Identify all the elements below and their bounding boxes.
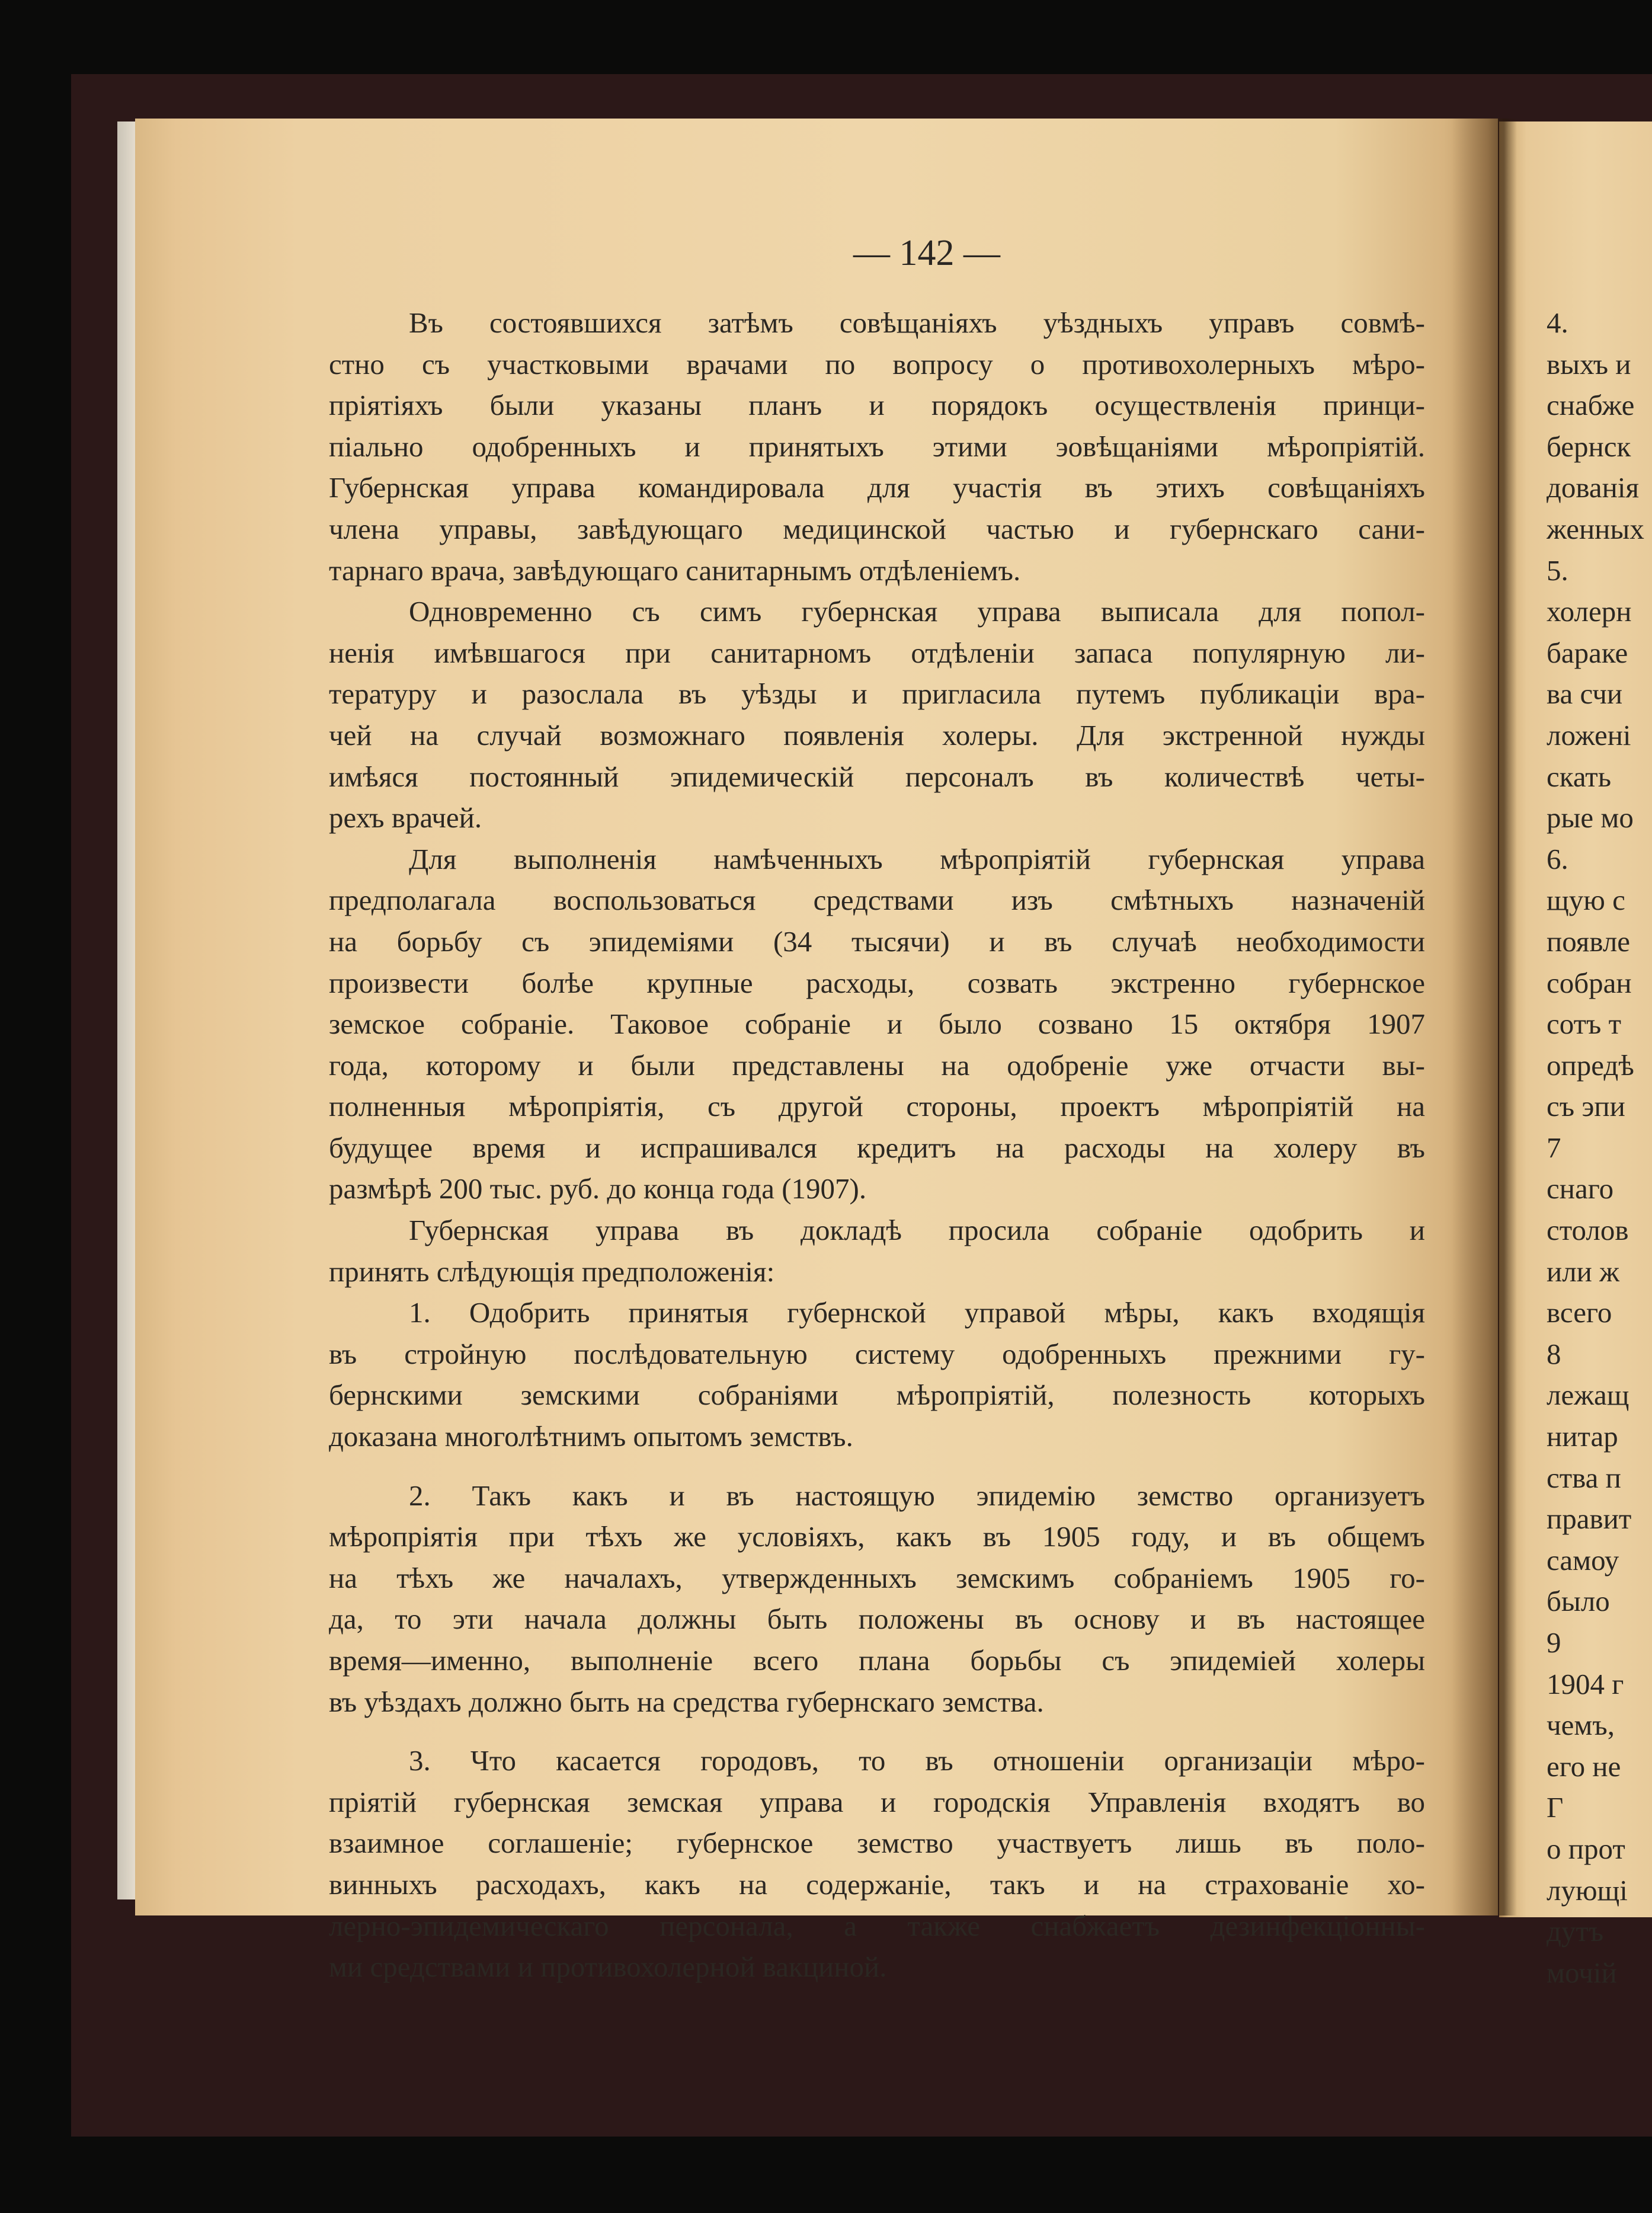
fragment-line: съ эпи <box>1547 1090 1625 1123</box>
text-line: принять слѣдующія предположенія: <box>329 1255 775 1288</box>
fragment-line: или ж <box>1547 1255 1620 1288</box>
text-line: 1. Одобрить принятыя губернской управой мѣры, какъ входящія <box>409 1296 1425 1329</box>
text-line: винныхъ расходахъ, какъ на содержаніе, такъ и на страхованіе хо- <box>329 1867 1425 1901</box>
fragment-line: его не <box>1547 1750 1621 1783</box>
fragment-line: бернск <box>1547 430 1631 463</box>
fragment-line: женных <box>1547 512 1644 545</box>
fragment-line: 6. <box>1547 842 1568 875</box>
text-line: время—именно, выполненіе всего плана борьбы съ эпидеміей холеры <box>329 1644 1425 1677</box>
fragment-line: Г <box>1547 1791 1564 1824</box>
fragment-line: появле <box>1547 925 1631 958</box>
text-line: размѣрѣ 200 тыс. руб. до конца года (1907). <box>329 1172 867 1205</box>
text-line: будущее время и испрашивался кредитъ на расходы на холеру въ <box>329 1131 1425 1164</box>
fragment-line: 4. <box>1547 306 1568 339</box>
paragraph <box>329 302 1425 591</box>
text-line: въ уѣздахъ должно быть на средства губернскаго земства. <box>329 1685 1044 1718</box>
text-line: мѣропріятія при тѣхъ же условіяхъ, какъ въ 1905 году, и въ общемъ <box>329 1520 1425 1553</box>
paragraph <box>329 1292 1425 1457</box>
right-page-text-fragments <box>1547 302 1647 1993</box>
fragment-line: 9 <box>1547 1626 1561 1659</box>
paragraph <box>329 1210 1425 1292</box>
text-line: имѣяся постоянный эпидемическій персоналъ въ количествѣ четы- <box>329 760 1425 793</box>
fragment-line: ложені <box>1547 718 1631 751</box>
paragraph <box>329 1740 1425 1988</box>
fragment-line: правит <box>1547 1502 1632 1536</box>
text-line: на тѣхъ же началахъ, утвержденныхъ земскимъ собраніемъ 1905 го- <box>329 1561 1425 1594</box>
fragment-line: 5. <box>1547 554 1568 587</box>
fragment-line: чемъ, <box>1547 1709 1615 1742</box>
text-line: члена управы, завѣдующаго медицинской частью и губернскаго сани- <box>329 512 1425 545</box>
fragment-line: нитар <box>1547 1420 1618 1453</box>
text-line: Одновременно съ симъ губернская управа выписала для попол- <box>409 595 1425 628</box>
fragment-line: холерн <box>1547 595 1632 628</box>
text-line: 2. Такъ какъ и въ настоящую эпидемію земство организуетъ <box>409 1479 1425 1512</box>
fragment-line: 8 <box>1547 1337 1561 1370</box>
text-line: бернскими земскими собраніями мѣропріятій, полезность которыхъ <box>329 1379 1425 1412</box>
paragraph <box>329 1475 1425 1723</box>
text-line: Для выполненія намѣченныхъ мѣропріятій губернская управа <box>409 842 1425 875</box>
paragraph <box>329 839 1425 1210</box>
text-line: ненія имѣвшагося при санитарномъ отдѣленіи запаса популярную ли- <box>329 636 1425 669</box>
paragraph <box>329 591 1425 839</box>
fragment-line: скать <box>1547 760 1612 793</box>
fragment-line: ства п <box>1547 1461 1621 1494</box>
text-line: взаимное соглашеніе; губернское земство участвуетъ лишь въ поло- <box>329 1827 1425 1860</box>
text-line: тературу и разослала въ уѣзды и пригласила путемъ публикаціи вра- <box>329 677 1425 711</box>
fragment-line: дутъ <box>1547 1915 1604 1948</box>
fragment-line: рые мо <box>1547 801 1634 834</box>
fragment-line: мочій <box>1547 1956 1617 1989</box>
text-line: пріятій губернская земская управа и городскія Управленія входятъ во <box>329 1785 1425 1818</box>
text-line: Въ состоявшихся затѣмъ совѣщаніяхъ уѣздныхъ управъ совмѣ- <box>409 306 1425 339</box>
text-line: да, то эти начала должны быть положены въ основу и въ настоящее <box>329 1603 1425 1636</box>
text-line: рехъ врачей. <box>329 801 482 834</box>
fragment-line: ва счи <box>1547 677 1623 711</box>
fragment-line: 7 <box>1547 1131 1561 1164</box>
fragment-line: столов <box>1547 1214 1629 1247</box>
fragment-line: было <box>1547 1585 1610 1618</box>
text-line: на борьбу съ эпидеміями (34 тысячи) и въ случаѣ необходимости <box>329 925 1425 958</box>
fragment-line: всего <box>1547 1296 1612 1329</box>
fragment-line: лующі <box>1547 1873 1628 1907</box>
text-line: пріятіяхъ были указаны планъ и порядокъ осуществленія принци- <box>329 389 1425 422</box>
text-line: тарнаго врача, завѣдующаго санитарнымъ отдѣленіемъ. <box>329 554 1021 587</box>
fragment-line: лежащ <box>1547 1379 1629 1412</box>
fragment-line: снаго <box>1547 1172 1614 1205</box>
page-number: — 142 — <box>853 233 1000 273</box>
text-line: доказана многолѣтнимъ опытомъ земствъ. <box>329 1420 853 1453</box>
text-line: произвести болѣе крупные расходы, созвать экстренно губернское <box>329 966 1425 999</box>
text-line: полненныя мѣропріятія, съ другой стороны, проектъ мѣропріятій на <box>329 1090 1425 1123</box>
fragment-line: щую с <box>1547 884 1625 917</box>
fragment-line: самоу <box>1547 1543 1619 1576</box>
fragment-line: дованія <box>1547 471 1640 504</box>
book-gutter <box>1452 119 1517 1915</box>
page-edge <box>117 121 135 1899</box>
fragment-line: собран <box>1547 966 1632 999</box>
text-line: лерно-эпидемическаго персонала, а также снабжаетъ дезинфекціонны- <box>329 1909 1425 1942</box>
text-line: чей на случай возможнаго появленія холеры. Для экстренной нужды <box>329 718 1425 751</box>
text-line: 3. Что касается городовъ, то въ отношеніи организаціи мѣро- <box>409 1744 1425 1777</box>
text-line: піально одобренныхъ и принятыхъ этими эовѣщаніями мѣропріятій. <box>329 430 1425 463</box>
text-line: предполагала воспользоваться средствами изъ смѣтныхъ назначеній <box>329 884 1425 917</box>
left-page-text <box>329 302 1425 1988</box>
text-line: Губернская управа въ докладѣ просила собраніе одобрить и <box>409 1214 1425 1247</box>
text-line: земское собраніе. Таковое собраніе и было созвано 15 октября 1907 <box>329 1008 1425 1041</box>
text-line: Губернская управа командировала для участія въ этихъ совѣщаніяхъ <box>329 471 1425 504</box>
text-line: въ стройную послѣдовательную систему одобренныхъ прежними гу- <box>329 1337 1425 1370</box>
fragment-line: о прот <box>1547 1832 1625 1865</box>
text-line: ми средствами и противохолерной вакциной. <box>329 1950 887 1984</box>
fragment-line: сотъ т <box>1547 1008 1622 1041</box>
fragment-line: выхъ и <box>1547 347 1631 380</box>
text-line: стно съ участковыми врачами по вопросу о противохолерныхъ мѣро- <box>329 347 1425 380</box>
fragment-line: снабже <box>1547 389 1635 422</box>
fragment-line: бараке <box>1547 636 1628 669</box>
text-line: года, которому и были представлены на одобреніе уже отчасти вы- <box>329 1048 1425 1082</box>
fragment-line: 1904 г <box>1547 1667 1624 1700</box>
fragment-line: опредѣ <box>1547 1048 1634 1082</box>
